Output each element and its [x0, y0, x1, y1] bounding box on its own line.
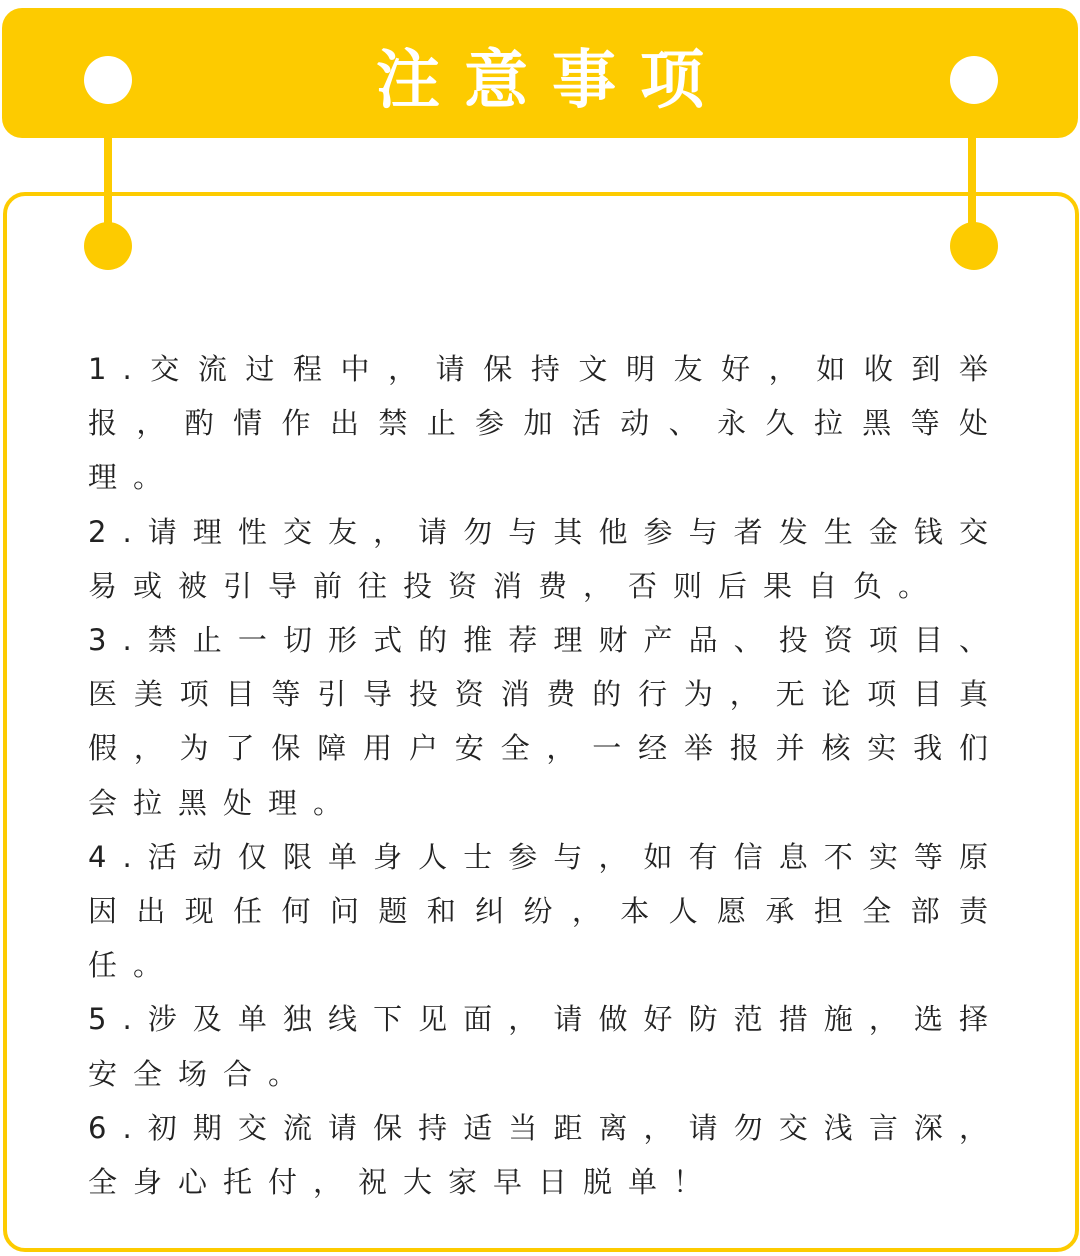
notice-item-2: 2.请理性交友，请勿与其他参与者发生金钱交易或被引导前往投资消费，否则后果自负。	[88, 514, 1004, 603]
notice-list	[88, 342, 1004, 1209]
banner-hole-right	[950, 56, 998, 104]
hanging-knob-left	[84, 222, 132, 270]
notice-item-4: 4.活动仅限单身人士参与，如有信息不实等原因出现任何问题和纠纷，本人愿承担全部责任。	[88, 839, 1004, 983]
page-title: 注意事项	[376, 44, 728, 118]
header-banner	[2, 8, 1078, 138]
notice-item-5: 5.涉及单独线下见面，请做好防范措施，选择安全场合。	[88, 1002, 1004, 1091]
hanging-knob-right	[950, 222, 998, 270]
banner-hole-left	[84, 56, 132, 104]
notice-item-6: 6.初期交流请保持适当距离，请勿交浅言深，全身心托付，祝大家早日脱单！	[88, 1110, 1004, 1200]
notice-item-1: 1.交流过程中，请保持文明友好，如收到举报，酌情作出禁止参加活动、永久拉黑等处理。	[88, 352, 1004, 495]
notice-item-3: 3.禁止一切形式的推荐理财产品、投资项目、医美项目等引导投资消费的行为，无论项目真假，为了保障用户安全，一经举报并核实我们会拉黑处理。	[88, 623, 1004, 820]
